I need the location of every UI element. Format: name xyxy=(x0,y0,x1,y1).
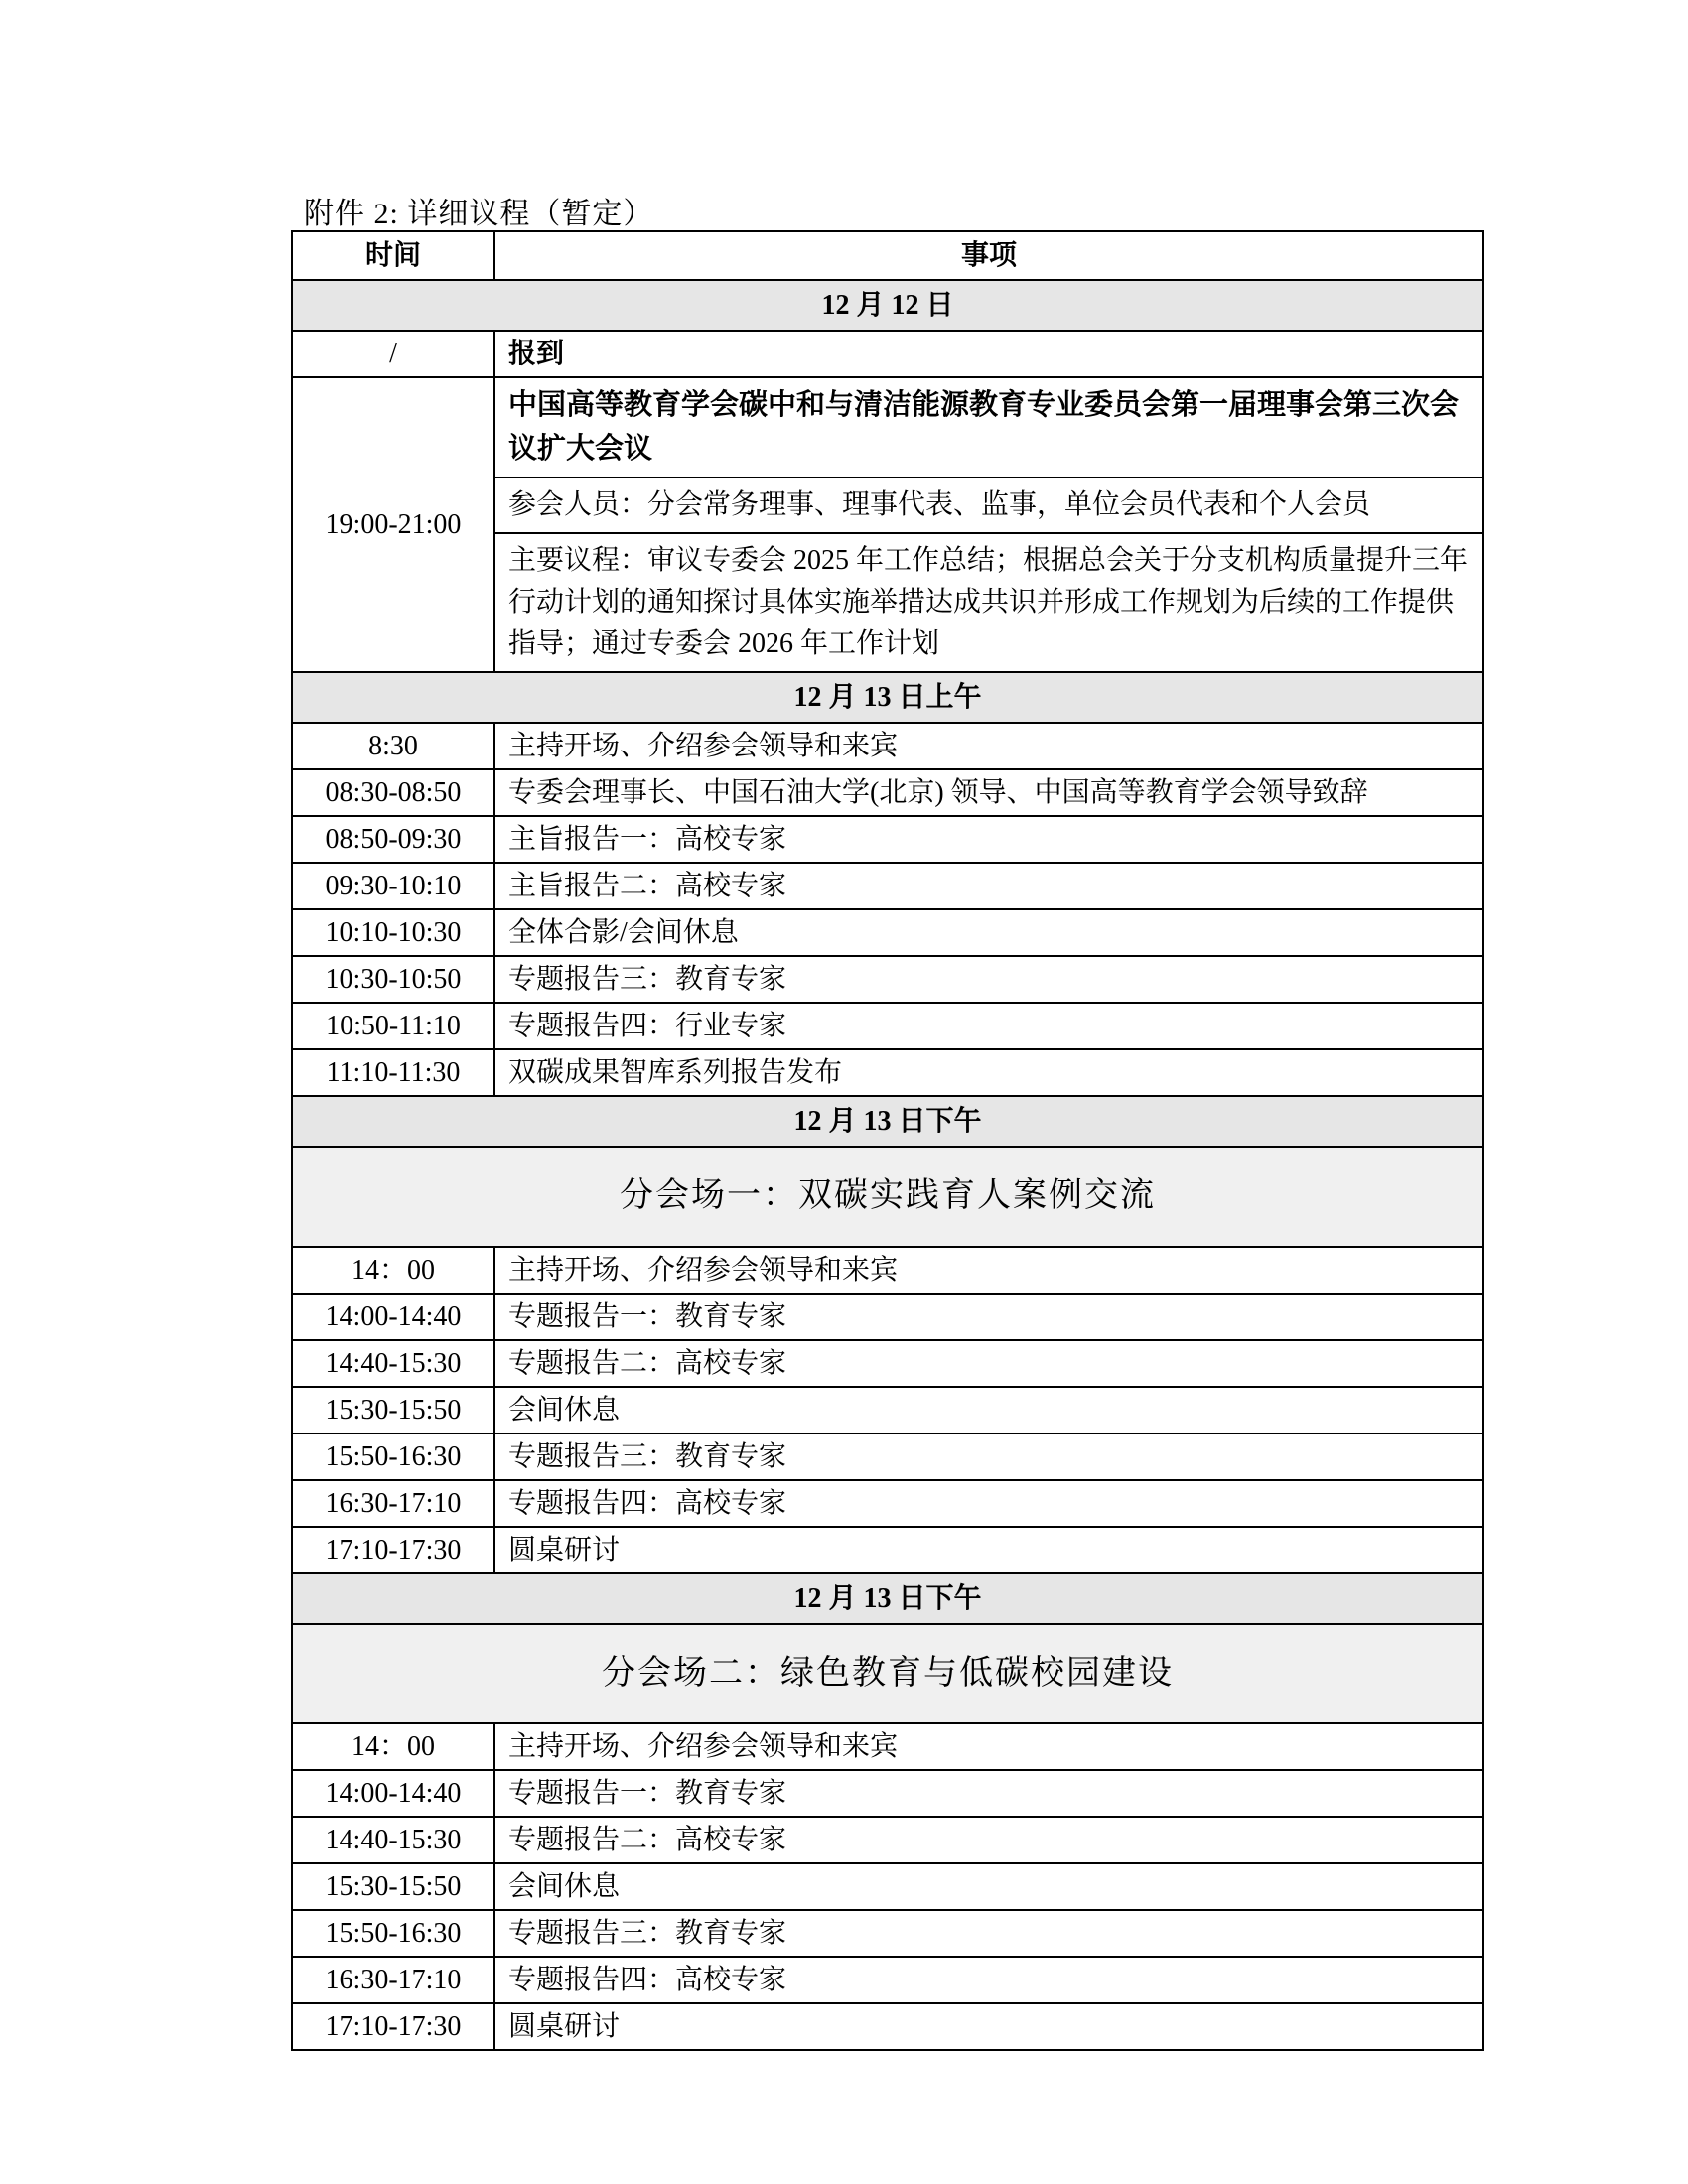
subvenue-title-label: 分会场一：双碳实践育人案例交流 xyxy=(292,1147,1483,1247)
event-cell: 主持开场、介绍参会领导和来宾 xyxy=(494,723,1483,769)
time-cell: 14:00-14:40 xyxy=(292,1294,494,1340)
agenda-row xyxy=(292,1433,1483,1480)
time-cell: 15:30-15:50 xyxy=(292,1387,494,1433)
attachment-title: 附件 2: 详细议程（暂定） xyxy=(304,198,654,230)
event-cell: 专题报告四：高校专家 xyxy=(494,1957,1483,2003)
event-cell: 双碳成果智库系列报告发布 xyxy=(494,1049,1483,1096)
agenda-row xyxy=(292,1294,1483,1340)
date-section-label: 12 月 13 日上午 xyxy=(292,672,1483,723)
agenda-row xyxy=(292,956,1483,1003)
time-cell: 14：00 xyxy=(292,1247,494,1294)
time-cell: 15:50-16:30 xyxy=(292,1433,494,1480)
date-section-label: 12 月 13 日下午 xyxy=(292,1096,1483,1147)
date-section-row xyxy=(292,280,1483,331)
agenda-row xyxy=(292,863,1483,909)
event-cell: 圆桌研讨 xyxy=(494,1527,1483,1573)
agenda-row xyxy=(292,1049,1483,1096)
time-cell: 10:30-10:50 xyxy=(292,956,494,1003)
event-cell: 专题报告四：行业专家 xyxy=(494,1003,1483,1049)
agenda-row xyxy=(292,1817,1483,1863)
event-cell: 会间休息 xyxy=(494,1863,1483,1910)
time-cell: 09:30-10:10 xyxy=(292,863,494,909)
agenda-row xyxy=(292,1003,1483,1049)
time-cell: 14:00-14:40 xyxy=(292,1770,494,1817)
agenda-table xyxy=(291,230,1484,2051)
date-section-label: 12 月 12 日 xyxy=(292,280,1483,331)
event-cell: 专委会理事长、中国石油大学(北京) 领导、中国高等教育学会领导致辞 xyxy=(494,769,1483,816)
event-cell: 专题报告三：教育专家 xyxy=(494,1910,1483,1957)
event-cell: 主持开场、介绍参会领导和来宾 xyxy=(494,1723,1483,1770)
time-cell: 15:30-15:50 xyxy=(292,1863,494,1910)
event-cell: 全体合影/会间休息 xyxy=(494,909,1483,956)
agenda-row xyxy=(292,1863,1483,1910)
subvenue-title-row xyxy=(292,1147,1483,1247)
agenda-row xyxy=(292,1480,1483,1527)
agenda-row-merged xyxy=(292,377,1483,672)
event-cell: 圆桌研讨 xyxy=(494,2003,1483,2050)
event-cell: 专题报告二：高校专家 xyxy=(494,1817,1483,1863)
time-cell: 16:30-17:10 xyxy=(292,1957,494,2003)
agenda-row xyxy=(292,1340,1483,1387)
event-cell: 报到 xyxy=(494,331,1483,377)
time-cell: 10:10-10:30 xyxy=(292,909,494,956)
event-subsection: 主要议程：审议专委会 2025 年工作总结；根据总会关于分支机构质量提升三年行动计划的通知探讨具体实施举措达成共识并形成工作规划为后续的工作提供指导；通过专委会 2026 年工作计划 xyxy=(495,532,1482,671)
event-subsection: 中国高等教育学会碳中和与清洁能源教育专业委员会第一届理事会第三次会议扩大会议 xyxy=(508,389,1460,465)
date-section-row xyxy=(292,1096,1483,1147)
date-section-row xyxy=(292,1573,1483,1624)
event-cell: 专题报告一：教育专家 xyxy=(494,1770,1483,1817)
time-cell: 14：00 xyxy=(292,1723,494,1770)
event-cell-merged xyxy=(494,377,1483,672)
agenda-row xyxy=(292,331,1483,377)
event-subsection: 参会人员：分会常务理事、理事代表、监事，单位会员代表和个人会员 xyxy=(495,477,1482,532)
agenda-row xyxy=(292,723,1483,769)
time-cell: 08:50-09:30 xyxy=(292,816,494,863)
event-cell: 专题报告三：教育专家 xyxy=(494,956,1483,1003)
agenda-row xyxy=(292,909,1483,956)
event-cell: 专题报告二：高校专家 xyxy=(494,1340,1483,1387)
subvenue-title-label: 分会场二：绿色教育与低碳校园建设 xyxy=(292,1624,1483,1724)
date-section-label: 12 月 13 日下午 xyxy=(292,1573,1483,1624)
event-cell: 专题报告三：教育专家 xyxy=(494,1433,1483,1480)
header-row xyxy=(292,231,1483,280)
agenda-row xyxy=(292,2003,1483,2050)
agenda-table-body xyxy=(292,280,1483,2050)
event-cell: 专题报告一：教育专家 xyxy=(494,1294,1483,1340)
time-cell: / xyxy=(292,331,494,377)
time-cell: 17:10-17:30 xyxy=(292,2003,494,2050)
event-cell: 主持开场、介绍参会领导和来宾 xyxy=(494,1247,1483,1294)
event-cell: 主旨报告一：高校专家 xyxy=(494,816,1483,863)
agenda-row xyxy=(292,1247,1483,1294)
event-cell: 主旨报告二：高校专家 xyxy=(494,863,1483,909)
agenda-row xyxy=(292,1957,1483,2003)
time-cell: 16:30-17:10 xyxy=(292,1480,494,1527)
event-cell: 专题报告四：高校专家 xyxy=(494,1480,1483,1527)
time-cell: 14:40-15:30 xyxy=(292,1340,494,1387)
agenda-row xyxy=(292,1910,1483,1957)
agenda-row xyxy=(292,816,1483,863)
time-cell: 17:10-17:30 xyxy=(292,1527,494,1573)
time-cell: 14:40-15:30 xyxy=(292,1817,494,1863)
time-cell: 8:30 xyxy=(292,723,494,769)
date-section-row xyxy=(292,672,1483,723)
agenda-row xyxy=(292,1723,1483,1770)
agenda-row xyxy=(292,1770,1483,1817)
time-cell: 08:30-08:50 xyxy=(292,769,494,816)
time-column-header: 时间 xyxy=(292,231,494,280)
time-cell: 19:00-21:00 xyxy=(292,377,494,672)
agenda-row xyxy=(292,1527,1483,1573)
agenda-row xyxy=(292,1387,1483,1433)
time-cell: 10:50-11:10 xyxy=(292,1003,494,1049)
event-cell: 会间休息 xyxy=(494,1387,1483,1433)
subvenue-title-row xyxy=(292,1624,1483,1724)
event-column-header: 事项 xyxy=(494,231,1483,280)
agenda-row xyxy=(292,769,1483,816)
time-cell: 15:50-16:30 xyxy=(292,1910,494,1957)
time-cell: 11:10-11:30 xyxy=(292,1049,494,1096)
